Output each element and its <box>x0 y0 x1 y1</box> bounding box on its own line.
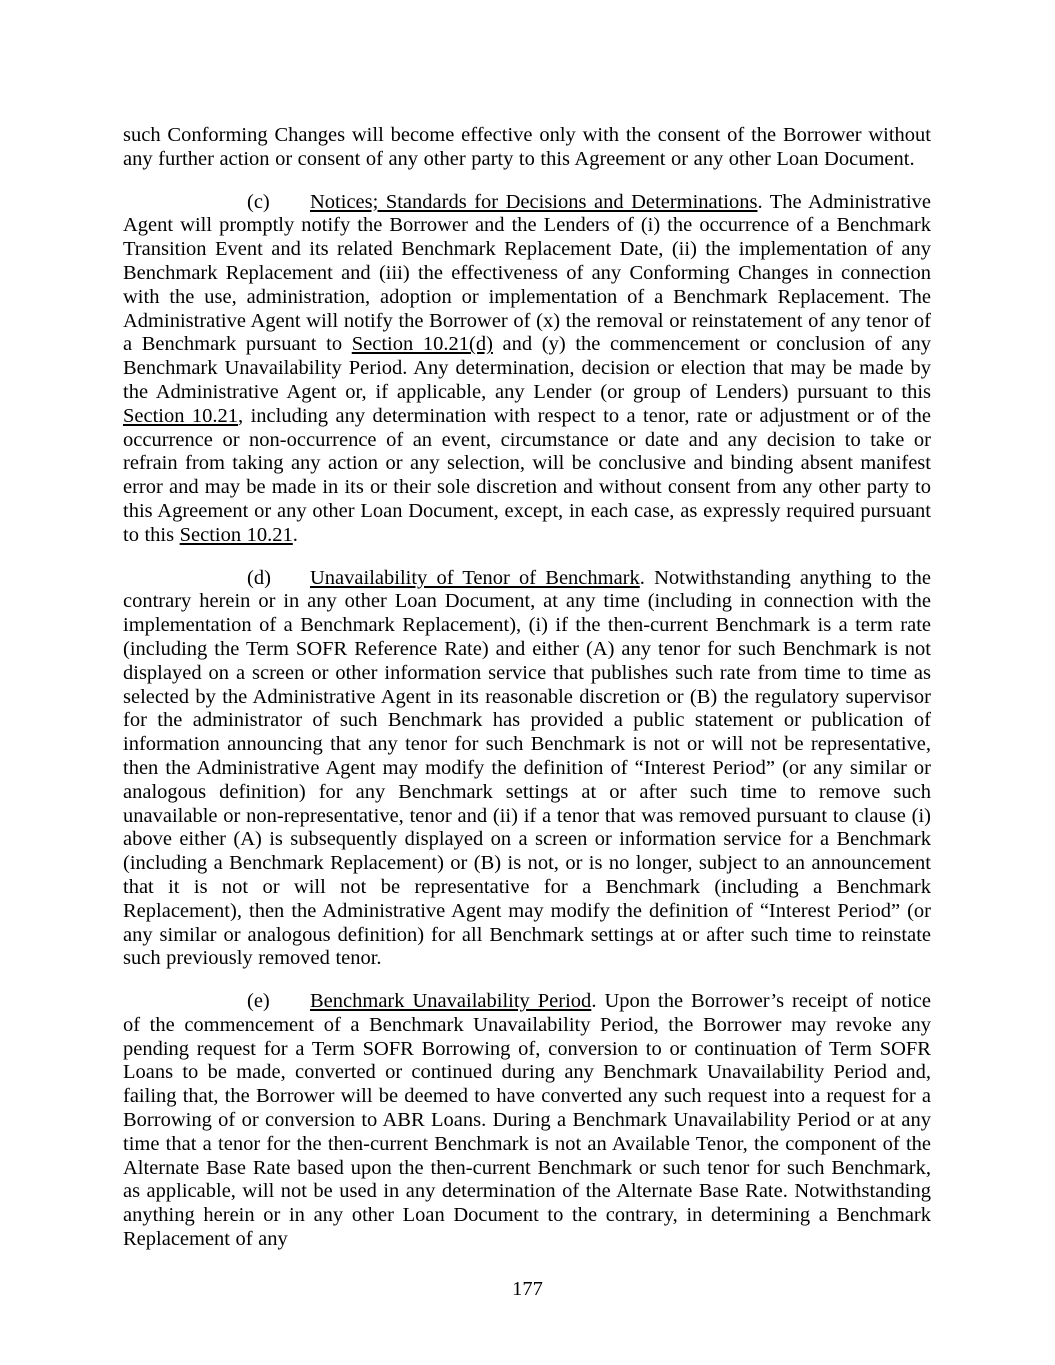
paragraph-label: (e) <box>247 990 270 1013</box>
continuation-paragraph <box>123 124 931 172</box>
section-e-heading: Benchmark Unavailability Period <box>310 990 592 1013</box>
text-run: such Conforming Changes will become effective only with the consent of the Borrower without any further action or consent of any other party to this Agreement or any other Loan Document. <box>123 124 931 170</box>
paragraph-label: (c) <box>247 190 270 213</box>
section-reference: Section 10.21 <box>123 404 239 427</box>
text-run: , including any determination with respect to a tenor, rate or adjustment or of the occurrence or non-occurrence of an event, circumstance or date and any decision to take or refrain from taking any action or any selection, will be conclusive and binding absent manifest error and may be made in its or their sole discretion and without consent from any other party to this Agreement or any other Loan Document, except, in each case, as expressly required pursuant to this <box>123 404 931 546</box>
section-d-heading: Unavailability of Tenor of Benchmark <box>310 566 640 589</box>
text-run: . Upon the Borrower’s receipt of notice of the commencement of a Benchmark Unavailability Period, the Borrower may revoke any pending request for a Term SOFR Borrowing of, conversion to or continuation of Term SOFR Loans to be made, converted or continued during any Benchmark Unavailability Period and, failing that, the Borrower will be deemed to have converted any such request into a request for a Borrowing of or conversion to ABR Loans. During a Benchmark Unavailability Period or at any time that a tenor for the then-current Benchmark is not an Available Tenor, the component of the Alternate Base Rate based upon the then-current Benchmark or such tenor for such Benchmark, as applicable, will not be used in any determination of the Alternate Base Rate. Notwithstanding anything herein or in any other Loan Document to the contrary, in determining a Benchmark Replacement of any <box>123 990 932 1251</box>
section-reference: Section 10.21 <box>179 523 293 546</box>
paragraph-label: (d) <box>247 566 271 589</box>
text-run: . <box>292 523 298 546</box>
text-run: and (y) the commencement or conclusion of any Benchmark Unavailability Period. Any determination, decision or election that may be made by the Administrative Agent or, if applicable, any Lender (or group of Lenders) pursuant to this <box>123 333 931 403</box>
section-c-heading: Notices; Standards for Decisions and Determinations <box>310 190 758 213</box>
section-d-paragraph <box>123 567 931 972</box>
text-run: . Notwithstanding anything to the contrary herein or in any other Loan Document, at any time (including in connection with the implementation of a Benchmark Replacement), (i) if the then-current Benchmark is a term rate (including the Term SOFR Reference Rate) and either (A) any tenor for such Benchmark is not displayed on a screen or other information service that publishes such rate from time to time as selected by the Administrative Agent in its reasonable discretion or (B) the regulatory supervisor for the administrator of such Benchmark has provided a public statement or publication of information announcing that any tenor for such Benchmark is not or will not be representative, then the Administrative Agent may modify the definition of “Interest Period” (or any similar or analogous definition) for any Benchmark settings at or after such time to remove such unavailable or non-representative, tenor and (ii) if a tenor that was removed pursuant to clause (i) above either (A) is subsequently displayed on a screen or information service for a Benchmark (including a Benchmark Replacement) or (B) is not, or is no longer, subject to an announcement that it is not or will not be representative for a Benchmark (including a Benchmark Replacement), then the Administrative Agent may modify the definition of “Interest Period” (or any similar or analogous definition) for all Benchmark settings at or after such time to reinstate such previously removed tenor. <box>123 566 931 970</box>
text-run: . The Administrative Agent will promptly notify the Borrower and the Lenders of (i) the occurrence of a Benchmark Transition Event and its related Benchmark Replacement Date, (ii) the implementation of any Benchmark Replacement and (iii) the effectiveness of any Conforming Changes in connection with the use, administration, adoption or implementation of a Benchmark Replacement. The Administrative Agent will notify the Borrower of (x) the removal or reinstatement of any tenor of a Benchmark pursuant to <box>123 190 932 356</box>
section-e-paragraph <box>123 990 931 1252</box>
document-text-block <box>123 124 931 1252</box>
section-reference: Section 10.21(d) <box>351 333 493 356</box>
page-number: 177 <box>512 1278 543 1300</box>
section-c-paragraph <box>123 191 931 548</box>
